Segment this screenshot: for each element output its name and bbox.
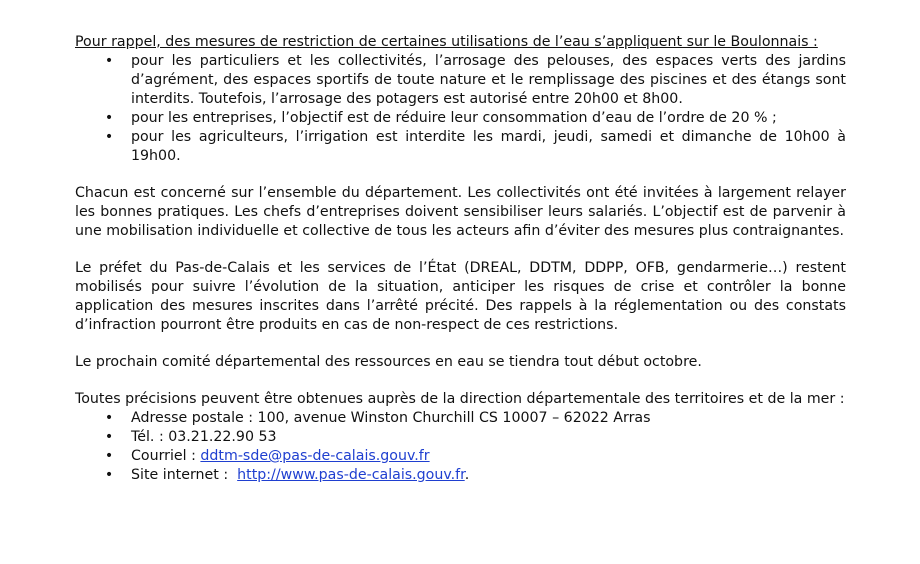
bullet-icon: •	[104, 448, 114, 464]
spacer	[75, 372, 846, 390]
restriction-item	[75, 109, 846, 128]
contact-email	[75, 447, 846, 466]
contact-list	[75, 409, 846, 485]
document-body	[75, 33, 846, 485]
website-label: Site internet :	[131, 467, 238, 483]
restriction-text: pour les entreprises, l’objectif est de réduire leur consommation d’eau de l’ordre de 20 % ;	[131, 110, 777, 126]
spacer	[75, 335, 846, 353]
spacer	[75, 166, 846, 184]
contact-website	[75, 466, 846, 485]
restrictions-list	[75, 52, 846, 166]
email-link[interactable]: ddtm-sde@pas-de-calais.gouv.fr	[200, 448, 430, 464]
restrictions-heading: Pour rappel, des mesures de restriction de certaines utilisations de l’eau s’appliquent sur le Boulonnais :	[75, 34, 818, 50]
restriction-item	[75, 128, 846, 166]
bullet-icon: •	[104, 110, 114, 126]
contact-address	[75, 409, 846, 428]
paragraph-mobilisation: Chacun est concerné sur l’ensemble du département. Les collectivités ont été invitées à largement relayer les bonnes pratiques. Les chefs d’entreprises doivent sensibiliser leurs salariés. L’objectif est de parvenir à une mobilisation individuelle et collective de tous les acteurs afin d’éviter des mesures plus contraignantes.	[75, 185, 846, 239]
paragraph-comite: Le prochain comité départemental des ressources en eau se tiendra tout début octobre.	[75, 354, 702, 370]
bullet-icon: •	[104, 410, 114, 426]
restriction-text: pour les particuliers et les collectivités, l’arrosage des pelouses, des espaces verts des jardins d’agrément, des espaces sportifs de toute nature et le remplissage des piscines et des étangs sont interdits. Toutefois, l’arrosage des potagers est autorisé entre 20h00 et 8h00.	[131, 53, 846, 107]
restriction-item	[75, 52, 846, 109]
bullet-icon: •	[104, 467, 114, 483]
email-label: Courriel :	[131, 448, 201, 464]
bullet-icon: •	[104, 429, 114, 445]
phone-text: Tél. : 03.21.22.90 53	[131, 429, 277, 445]
restriction-text: pour les agriculteurs, l’irrigation est interdite les mardi, jeudi, samedi et dimanche de 10h00 à 19h00.	[131, 129, 846, 164]
bullet-icon: •	[104, 53, 114, 69]
website-link[interactable]: http://www.pas-de-calais.gouv.fr	[237, 467, 465, 483]
paragraph-contact-intro: Toutes précisions peuvent être obtenues auprès de la direction départementale des territoires et de la mer :	[75, 391, 845, 407]
paragraph-prefet: Le préfet du Pas-de-Calais et les services de l’État (DREAL, DDTM, DDPP, OFB, gendarmerie…) restent mobilisés pour suivre l’évolution de la situation, anticiper les risques de crise et contrôler la bonne application des mesures inscrites dans l’arrêté précité. Des rappels à la réglementation ou des constats d’infraction pourront être produits en cas de non-respect de ces restrictions.	[75, 260, 846, 333]
website-suffix: .	[464, 467, 470, 483]
contact-phone	[75, 428, 846, 447]
address-text: Adresse postale : 100, avenue Winston Churchill CS 10007 – 62022 Arras	[131, 410, 651, 426]
spacer	[75, 241, 846, 259]
bullet-icon: •	[104, 129, 114, 145]
